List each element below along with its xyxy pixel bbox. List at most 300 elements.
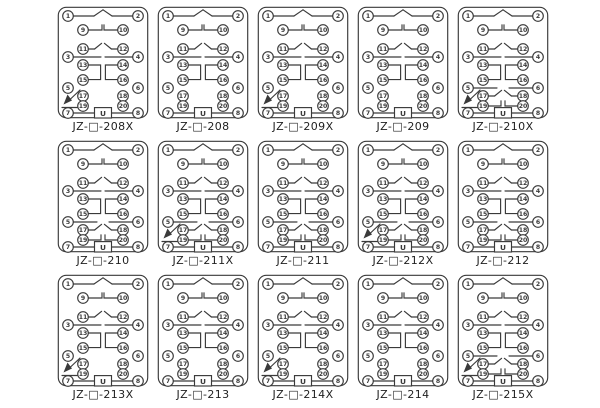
terminal-1 xyxy=(363,279,374,290)
socket-outline xyxy=(258,7,347,117)
terminal-1 xyxy=(63,145,74,156)
svg-text:8: 8 xyxy=(235,110,241,118)
svg-text:14: 14 xyxy=(118,196,128,204)
socket-outline xyxy=(458,141,547,251)
terminal-5 xyxy=(463,83,474,94)
terminal-6 xyxy=(433,217,444,228)
u-terminal-box xyxy=(495,108,512,118)
terminal-15 xyxy=(78,209,89,220)
terminal-5 xyxy=(363,83,374,94)
svg-text:9: 9 xyxy=(280,295,286,303)
terminal-13 xyxy=(278,328,289,339)
u-terminal-box xyxy=(195,108,212,118)
relay-diagram-cell xyxy=(53,274,153,408)
svg-text:9: 9 xyxy=(80,295,86,303)
terminal-20 xyxy=(418,369,429,380)
terminal-7 xyxy=(463,376,474,387)
svg-text:7: 7 xyxy=(265,378,271,386)
svg-text:15: 15 xyxy=(78,77,88,85)
terminal-16 xyxy=(418,75,429,86)
svg-text:2: 2 xyxy=(235,13,241,21)
diagram-label: JZ-□-212 xyxy=(476,254,530,267)
terminal-5 xyxy=(63,83,74,94)
terminal-5 xyxy=(63,351,74,362)
terminal-2 xyxy=(333,11,344,22)
svg-text:11: 11 xyxy=(278,180,288,188)
terminal-19 xyxy=(378,369,389,380)
svg-text:9: 9 xyxy=(80,27,86,35)
terminal-5 xyxy=(63,217,74,228)
svg-text:11: 11 xyxy=(278,46,288,54)
svg-text:15: 15 xyxy=(478,211,488,219)
svg-text:6: 6 xyxy=(235,85,241,93)
socket-outline xyxy=(458,7,547,117)
terminal-5 xyxy=(363,217,374,228)
terminal-20 xyxy=(218,369,229,380)
terminal-9 xyxy=(278,293,289,304)
terminal-4 xyxy=(533,186,544,197)
svg-text:17: 17 xyxy=(78,227,88,235)
terminal-3 xyxy=(463,320,474,331)
svg-text:20: 20 xyxy=(418,103,428,111)
terminal-16 xyxy=(218,343,229,354)
terminal-10 xyxy=(518,293,529,304)
svg-text:13: 13 xyxy=(278,62,288,70)
svg-text:17: 17 xyxy=(178,93,188,101)
socket-outline xyxy=(58,275,147,385)
terminal-14 xyxy=(418,194,429,205)
terminal-2 xyxy=(533,279,544,290)
svg-text:15: 15 xyxy=(378,345,388,353)
svg-text:8: 8 xyxy=(435,244,441,252)
svg-text:8: 8 xyxy=(335,378,341,386)
terminal-16 xyxy=(218,75,229,86)
svg-text:14: 14 xyxy=(418,62,428,70)
terminal-9 xyxy=(78,293,89,304)
svg-text:U: U xyxy=(299,377,307,386)
terminal-16 xyxy=(318,75,329,86)
svg-text:11: 11 xyxy=(78,180,88,188)
terminal-2 xyxy=(233,279,244,290)
u-terminal-box xyxy=(295,108,312,118)
terminal-8 xyxy=(233,108,244,119)
svg-text:4: 4 xyxy=(535,188,541,196)
svg-text:U: U xyxy=(99,109,107,118)
diagram-label: JZ-□-211 xyxy=(276,254,330,267)
svg-text:8: 8 xyxy=(235,244,241,252)
svg-text:20: 20 xyxy=(518,103,528,111)
terminal-20 xyxy=(318,235,329,246)
svg-text:15: 15 xyxy=(278,345,288,353)
socket-outline xyxy=(358,141,447,251)
svg-text:14: 14 xyxy=(518,196,528,204)
svg-text:U: U xyxy=(399,243,407,252)
svg-text:11: 11 xyxy=(378,46,388,54)
u-terminal-box xyxy=(95,376,112,386)
svg-text:7: 7 xyxy=(365,244,371,252)
svg-text:15: 15 xyxy=(278,77,288,85)
terminal-2 xyxy=(233,145,244,156)
terminal-18 xyxy=(118,91,129,102)
svg-text:16: 16 xyxy=(218,77,228,85)
svg-text:10: 10 xyxy=(418,27,428,35)
svg-text:1: 1 xyxy=(65,13,71,21)
svg-text:1: 1 xyxy=(65,147,71,155)
svg-text:8: 8 xyxy=(435,110,441,118)
svg-text:16: 16 xyxy=(418,345,428,353)
svg-text:16: 16 xyxy=(418,211,428,219)
terminal-6 xyxy=(133,217,144,228)
svg-text:10: 10 xyxy=(418,161,428,169)
svg-text:19: 19 xyxy=(478,237,488,245)
svg-text:8: 8 xyxy=(235,378,241,386)
terminal-4 xyxy=(533,52,544,63)
svg-text:11: 11 xyxy=(478,180,488,188)
terminal-1 xyxy=(463,279,474,290)
terminal-11 xyxy=(178,312,189,323)
svg-text:5: 5 xyxy=(465,219,471,227)
terminal-7 xyxy=(363,108,374,119)
svg-text:14: 14 xyxy=(418,330,428,338)
svg-text:14: 14 xyxy=(318,62,328,70)
terminal-2 xyxy=(233,11,244,22)
svg-text:12: 12 xyxy=(518,46,528,54)
svg-text:1: 1 xyxy=(165,281,171,289)
relay-pinout-diagram xyxy=(157,274,249,387)
svg-text:17: 17 xyxy=(478,227,488,235)
svg-text:11: 11 xyxy=(178,314,188,322)
svg-text:3: 3 xyxy=(365,188,371,196)
svg-text:6: 6 xyxy=(535,85,541,93)
svg-text:19: 19 xyxy=(178,237,188,245)
terminal-7 xyxy=(363,242,374,253)
svg-text:15: 15 xyxy=(378,77,388,85)
terminal-12 xyxy=(118,178,129,189)
svg-text:18: 18 xyxy=(418,227,428,235)
svg-text:7: 7 xyxy=(165,244,171,252)
terminal-15 xyxy=(78,343,89,354)
terminal-6 xyxy=(533,351,544,362)
terminal-12 xyxy=(418,178,429,189)
svg-text:14: 14 xyxy=(218,62,228,70)
terminal-19 xyxy=(178,101,189,112)
terminal-1 xyxy=(163,279,174,290)
socket-outline xyxy=(158,141,247,251)
svg-text:20: 20 xyxy=(318,237,328,245)
relay-pinout-diagram xyxy=(257,274,349,387)
terminal-2 xyxy=(133,145,144,156)
svg-text:4: 4 xyxy=(435,54,441,62)
relay-pinout-diagram xyxy=(457,6,549,119)
terminal-20 xyxy=(118,235,129,246)
svg-text:13: 13 xyxy=(178,196,188,204)
svg-text:2: 2 xyxy=(335,13,341,21)
terminal-6 xyxy=(133,351,144,362)
terminal-6 xyxy=(233,83,244,94)
terminal-8 xyxy=(133,242,144,253)
terminal-20 xyxy=(518,369,529,380)
terminal-17 xyxy=(478,91,489,102)
terminal-5 xyxy=(163,351,174,362)
terminal-7 xyxy=(63,108,74,119)
svg-text:4: 4 xyxy=(235,322,241,330)
terminal-3 xyxy=(363,320,374,331)
svg-text:3: 3 xyxy=(165,54,171,62)
terminal-4 xyxy=(433,186,444,197)
terminal-15 xyxy=(178,75,189,86)
svg-text:6: 6 xyxy=(435,353,441,361)
svg-text:1: 1 xyxy=(265,13,271,21)
socket-outline xyxy=(358,275,447,385)
svg-text:19: 19 xyxy=(178,103,188,111)
svg-text:U: U xyxy=(199,377,207,386)
svg-text:3: 3 xyxy=(65,188,71,196)
relay-pinout-diagram xyxy=(357,274,449,387)
terminal-4 xyxy=(133,186,144,197)
svg-text:20: 20 xyxy=(218,103,228,111)
svg-text:20: 20 xyxy=(318,103,328,111)
svg-text:U: U xyxy=(99,243,107,252)
terminal-3 xyxy=(163,52,174,63)
svg-text:7: 7 xyxy=(65,110,71,118)
terminal-6 xyxy=(333,351,344,362)
terminal-4 xyxy=(333,320,344,331)
terminal-18 xyxy=(418,91,429,102)
terminal-17 xyxy=(378,91,389,102)
terminal-17 xyxy=(278,91,289,102)
terminal-18 xyxy=(418,359,429,370)
svg-text:4: 4 xyxy=(235,54,241,62)
terminal-8 xyxy=(533,376,544,387)
svg-text:10: 10 xyxy=(318,295,328,303)
svg-text:11: 11 xyxy=(178,180,188,188)
svg-text:16: 16 xyxy=(218,345,228,353)
svg-text:12: 12 xyxy=(418,180,428,188)
svg-text:13: 13 xyxy=(278,196,288,204)
svg-text:6: 6 xyxy=(535,353,541,361)
svg-text:7: 7 xyxy=(265,110,271,118)
svg-text:U: U xyxy=(499,109,507,118)
terminal-7 xyxy=(63,242,74,253)
terminal-15 xyxy=(278,209,289,220)
terminal-20 xyxy=(318,369,329,380)
terminal-5 xyxy=(363,351,374,362)
svg-text:18: 18 xyxy=(518,227,528,235)
terminal-16 xyxy=(118,343,129,354)
terminal-15 xyxy=(378,343,389,354)
svg-text:20: 20 xyxy=(518,237,528,245)
terminal-19 xyxy=(378,235,389,246)
u-terminal-box xyxy=(395,242,412,252)
svg-text:13: 13 xyxy=(478,62,488,70)
terminal-7 xyxy=(163,108,174,119)
svg-text:12: 12 xyxy=(418,46,428,54)
svg-text:13: 13 xyxy=(478,196,488,204)
svg-text:13: 13 xyxy=(378,330,388,338)
relay-pinout-diagram xyxy=(357,140,449,253)
terminal-9 xyxy=(378,25,389,36)
terminal-11 xyxy=(78,178,89,189)
svg-text:11: 11 xyxy=(378,180,388,188)
svg-text:3: 3 xyxy=(365,322,371,330)
svg-text:7: 7 xyxy=(65,244,71,252)
svg-text:20: 20 xyxy=(418,237,428,245)
svg-text:19: 19 xyxy=(78,371,88,379)
relay-pinout-svg xyxy=(257,274,349,387)
svg-text:16: 16 xyxy=(118,77,128,85)
svg-text:4: 4 xyxy=(535,322,541,330)
svg-text:5: 5 xyxy=(465,85,471,93)
terminal-9 xyxy=(478,25,489,36)
svg-text:11: 11 xyxy=(78,314,88,322)
relay-pinout-diagram xyxy=(157,6,249,119)
terminal-6 xyxy=(233,217,244,228)
svg-text:16: 16 xyxy=(318,211,328,219)
terminal-4 xyxy=(333,186,344,197)
svg-text:7: 7 xyxy=(265,244,271,252)
svg-text:1: 1 xyxy=(465,147,471,155)
svg-text:4: 4 xyxy=(135,54,141,62)
terminal-16 xyxy=(518,343,529,354)
terminal-17 xyxy=(478,359,489,370)
svg-text:14: 14 xyxy=(118,330,128,338)
svg-text:2: 2 xyxy=(235,281,241,289)
terminal-16 xyxy=(418,209,429,220)
terminal-5 xyxy=(463,351,474,362)
svg-text:U: U xyxy=(499,377,507,386)
diagram-label: JZ-□-215X xyxy=(472,388,534,401)
terminal-19 xyxy=(78,369,89,380)
svg-text:14: 14 xyxy=(418,196,428,204)
terminal-10 xyxy=(218,293,229,304)
relay-diagram-cell xyxy=(53,6,153,140)
terminal-7 xyxy=(263,108,274,119)
diagram-label: JZ-□-209 xyxy=(376,120,430,133)
terminal-3 xyxy=(463,52,474,63)
relay-diagram-cell xyxy=(253,274,353,408)
svg-text:4: 4 xyxy=(335,322,341,330)
terminal-15 xyxy=(78,75,89,86)
socket-outline xyxy=(258,141,347,251)
relay-diagram-cell xyxy=(353,274,453,408)
terminal-4 xyxy=(433,52,444,63)
svg-text:9: 9 xyxy=(480,161,486,169)
terminal-11 xyxy=(378,178,389,189)
svg-text:16: 16 xyxy=(118,345,128,353)
relay-pinout-diagram xyxy=(157,140,249,253)
terminal-11 xyxy=(378,44,389,55)
svg-text:6: 6 xyxy=(135,219,141,227)
terminal-6 xyxy=(133,83,144,94)
terminal-19 xyxy=(278,235,289,246)
svg-text:9: 9 xyxy=(280,27,286,35)
terminal-6 xyxy=(433,351,444,362)
terminal-14 xyxy=(418,328,429,339)
svg-text:U: U xyxy=(199,243,207,252)
svg-text:18: 18 xyxy=(518,93,528,101)
terminal-10 xyxy=(518,25,529,36)
terminal-12 xyxy=(518,312,529,323)
svg-text:13: 13 xyxy=(378,62,388,70)
svg-text:4: 4 xyxy=(235,188,241,196)
svg-text:12: 12 xyxy=(218,180,228,188)
svg-text:18: 18 xyxy=(218,227,228,235)
terminal-7 xyxy=(263,242,274,253)
svg-text:19: 19 xyxy=(378,237,388,245)
svg-text:9: 9 xyxy=(280,161,286,169)
svg-text:8: 8 xyxy=(535,378,541,386)
terminal-7 xyxy=(463,242,474,253)
svg-text:20: 20 xyxy=(118,371,128,379)
terminal-9 xyxy=(178,159,189,170)
terminal-1 xyxy=(163,11,174,22)
terminal-8 xyxy=(533,108,544,119)
svg-text:11: 11 xyxy=(78,46,88,54)
svg-text:U: U xyxy=(99,377,107,386)
svg-text:10: 10 xyxy=(218,27,228,35)
svg-text:17: 17 xyxy=(478,93,488,101)
svg-text:7: 7 xyxy=(65,378,71,386)
terminal-1 xyxy=(263,145,274,156)
terminal-18 xyxy=(218,91,229,102)
svg-text:13: 13 xyxy=(178,62,188,70)
terminal-11 xyxy=(378,312,389,323)
svg-text:2: 2 xyxy=(435,147,441,155)
terminal-17 xyxy=(178,225,189,236)
terminal-9 xyxy=(378,293,389,304)
terminal-15 xyxy=(178,343,189,354)
terminal-13 xyxy=(478,328,489,339)
relay-diagram-cell xyxy=(153,274,253,408)
terminal-10 xyxy=(318,293,329,304)
svg-text:8: 8 xyxy=(135,110,141,118)
svg-text:6: 6 xyxy=(335,85,341,93)
terminal-15 xyxy=(178,209,189,220)
svg-text:15: 15 xyxy=(178,345,188,353)
relay-pinout-svg xyxy=(357,274,449,387)
terminal-6 xyxy=(533,217,544,228)
svg-text:U: U xyxy=(199,109,207,118)
svg-text:18: 18 xyxy=(318,93,328,101)
terminal-10 xyxy=(318,159,329,170)
svg-text:9: 9 xyxy=(80,161,86,169)
svg-text:10: 10 xyxy=(518,161,528,169)
svg-text:5: 5 xyxy=(265,219,271,227)
svg-text:8: 8 xyxy=(135,244,141,252)
svg-text:19: 19 xyxy=(378,371,388,379)
svg-text:2: 2 xyxy=(535,147,541,155)
terminal-14 xyxy=(218,194,229,205)
terminal-4 xyxy=(233,186,244,197)
terminal-2 xyxy=(533,11,544,22)
svg-text:18: 18 xyxy=(418,361,428,369)
terminal-3 xyxy=(163,320,174,331)
terminal-12 xyxy=(218,178,229,189)
svg-text:3: 3 xyxy=(465,54,471,62)
svg-text:3: 3 xyxy=(465,188,471,196)
terminal-19 xyxy=(178,235,189,246)
svg-text:2: 2 xyxy=(535,281,541,289)
terminal-9 xyxy=(78,25,89,36)
terminal-16 xyxy=(518,209,529,220)
svg-text:16: 16 xyxy=(318,77,328,85)
u-terminal-box xyxy=(495,376,512,386)
svg-text:12: 12 xyxy=(118,46,128,54)
svg-text:7: 7 xyxy=(165,378,171,386)
terminal-3 xyxy=(63,186,74,197)
svg-text:18: 18 xyxy=(118,93,128,101)
terminal-12 xyxy=(318,44,329,55)
